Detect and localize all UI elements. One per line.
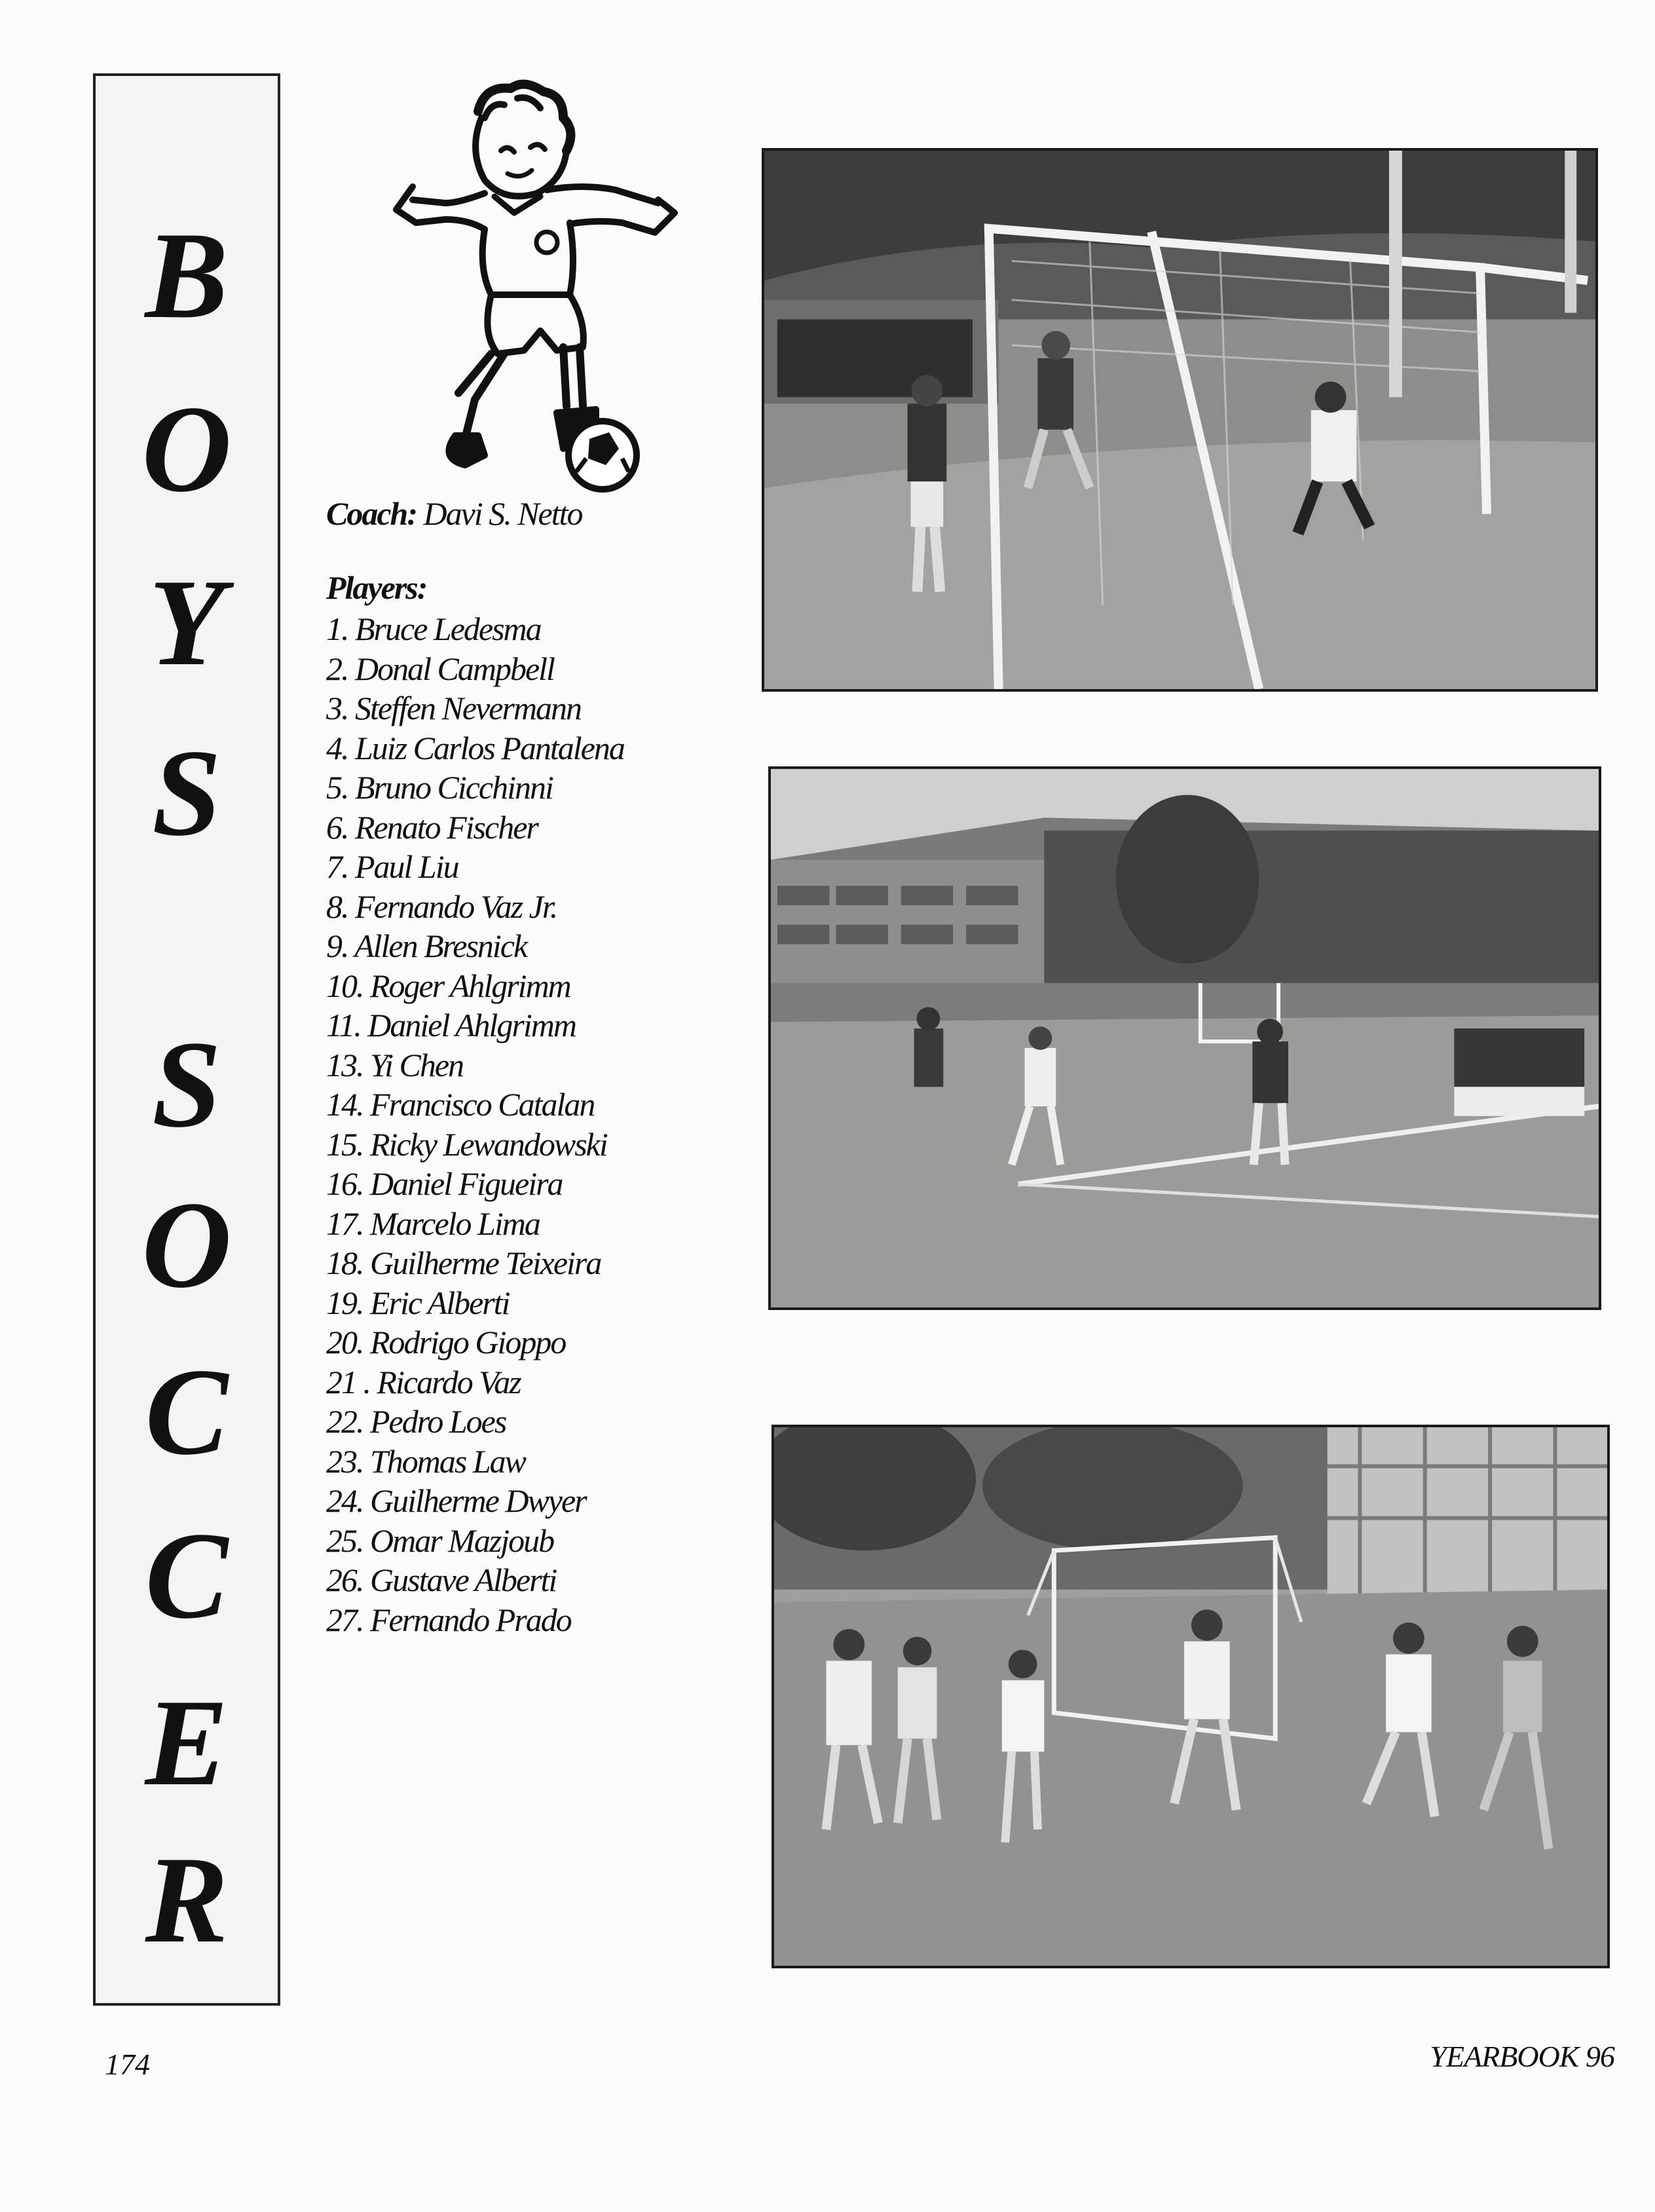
player-item: 10. Roger Ahlgrimm [326,967,570,1004]
player-item: 22. Pedro Loes [326,1403,506,1440]
banner-letter: S [152,1016,221,1153]
player-item: 25. Omar Mazjoub [326,1522,554,1559]
page-number: 174 [105,2048,150,2081]
player-item: 19. Eric Alberti [326,1284,510,1321]
players-list [326,609,624,1640]
title-banner [93,73,280,2006]
photo-running-players [772,1425,1610,1968]
player-item: 17. Marcelo Lima [326,1205,540,1242]
coach-name: Davi S. Netto [423,495,582,532]
player-item: 2. Donal Campbell [326,650,554,687]
player-item: 26. Gustave Alberti [326,1562,557,1598]
player-item: 4. Luiz Carlos Pantalena [326,729,624,766]
banner-letter: Y [148,554,225,692]
player-item: 18. Guilherme Teixeira [326,1245,601,1281]
banner-letter: C [145,1343,229,1481]
player-item: 9. Allen Bresnick [326,928,527,964]
player-item: 24. Guilherme Dwyer [326,1482,586,1519]
banner-letter: R [145,1831,229,1969]
player-item: 5. Bruno Cicchinni [326,769,553,806]
soccer-player-illustration [288,72,747,498]
banner-letter: E [145,1674,229,1812]
photo-match [768,766,1601,1310]
photo-goalkeeper [762,148,1598,692]
publication-label: YEARBOOK 96 [1430,2040,1614,2073]
player-item: 13. Yi Chen [326,1046,464,1083]
player-item: 15. Ricky Lewandowski [326,1125,607,1163]
players-heading: Players: [326,569,427,606]
player-item: 6. Renato Fischer [326,808,538,846]
player-item: 1. Bruce Ledesma [326,610,541,647]
banner-letter: B [145,207,229,345]
player-item: 20. Rodrigo Gioppo [326,1324,566,1360]
player-item: 21 . Ricardo Vaz [326,1363,521,1400]
player-item: 3. Steffen Nevermann [326,690,582,726]
player-item: 11. Daniel Ahlgrimm [326,1007,576,1043]
player-item: 8. Fernando Vaz Jr. [326,888,557,925]
banner-letter: O [141,381,232,518]
player-item: 23. Thomas Law [326,1442,526,1480]
coach-line [326,495,582,533]
player-item: 14. Francisco Catalan [326,1086,595,1123]
banner-letter: O [141,1176,232,1314]
coach-label: Coach: [326,495,417,532]
player-item: 7. Paul Liu [326,848,458,885]
banner-letter: S [152,724,221,862]
player-item: 16. Daniel Figueira [326,1165,563,1202]
banner-letter: C [145,1507,229,1645]
player-item: 27. Fernando Prado [326,1601,571,1638]
